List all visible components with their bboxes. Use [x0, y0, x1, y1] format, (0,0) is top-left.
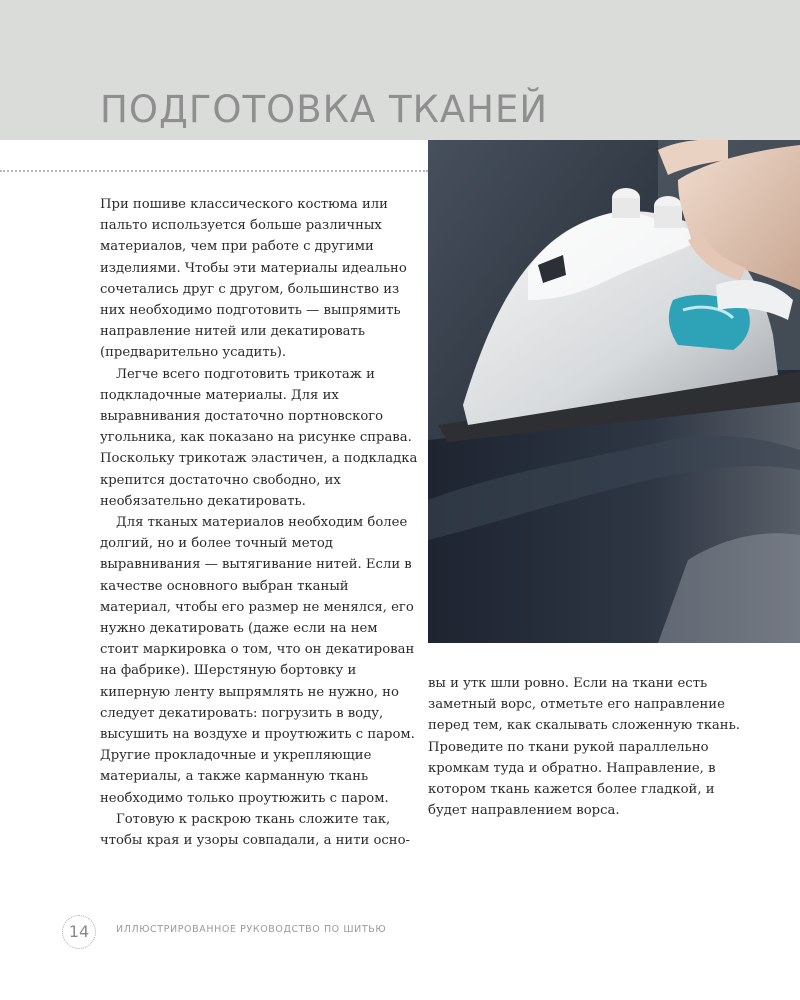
- paragraph: Легче всего подготовить трикотаж и подкладочные материалы. Для их выравнивания достаточно портновского угольника, как показано на рисунке справа. Поскольку трикотаж эластичен, а подкладка крепится достаточно свободно, их необязательно декатировать.: [100, 366, 418, 509]
- paragraph: Для тканых материалов необходим более долгий, но и более точный метод выравнивания — вытягивание нитей. Если в качестве основного выбран тканый материал, чтобы его размер не менялся, его нужно декатировать (даже если на нем стоит маркировка о том, что он декатирован на фабрике). Шерстяную бортовку и киперную ленту выпрямлять не нужно, но следует декатировать: погрузить в воду, высушить на воздухе и проутюжить с паром. Другие прокладочные и укрепляющие материалы, а также карманную ткань необходимо только проутюжить с паром.: [100, 515, 415, 806]
- paragraph: При пошиве классического костюма или пальто используется больше различных материалов, чем при работе с другими изделиями. Чтобы эти материалы идеально сочетались друг с другом, большинство из них необходимо подготовить — выпрямить направление нитей или декатировать (предварительно усадить).: [100, 197, 407, 361]
- text-column-right: [428, 673, 748, 821]
- running-title: ИЛЛЮСТРИРОВАННОЕ РУКОВОДСТВО ПО ШИТЬЮ: [116, 924, 387, 935]
- page-number: 14: [62, 915, 96, 949]
- paragraph: Готовую к раскрою ткань сложите так, чтобы края и узоры совпадали, а нити осно-: [100, 811, 410, 849]
- iron-photo: [428, 140, 800, 643]
- page-title: ПОДГОТОВКА ТКАНЕЙ: [100, 88, 549, 131]
- paragraph: вы и утк шли ровно. Если на ткани есть заметный ворс, отметьте его направление перед тем, как скалывать сложенную ткань. Проведите по ткани рукой параллельно кромкам туда и обратно. Направление, в котором ткань кажется более гладкой, и будет направлением ворса.: [428, 676, 740, 819]
- text-column-left: [100, 194, 420, 851]
- dotted-divider: [0, 170, 428, 172]
